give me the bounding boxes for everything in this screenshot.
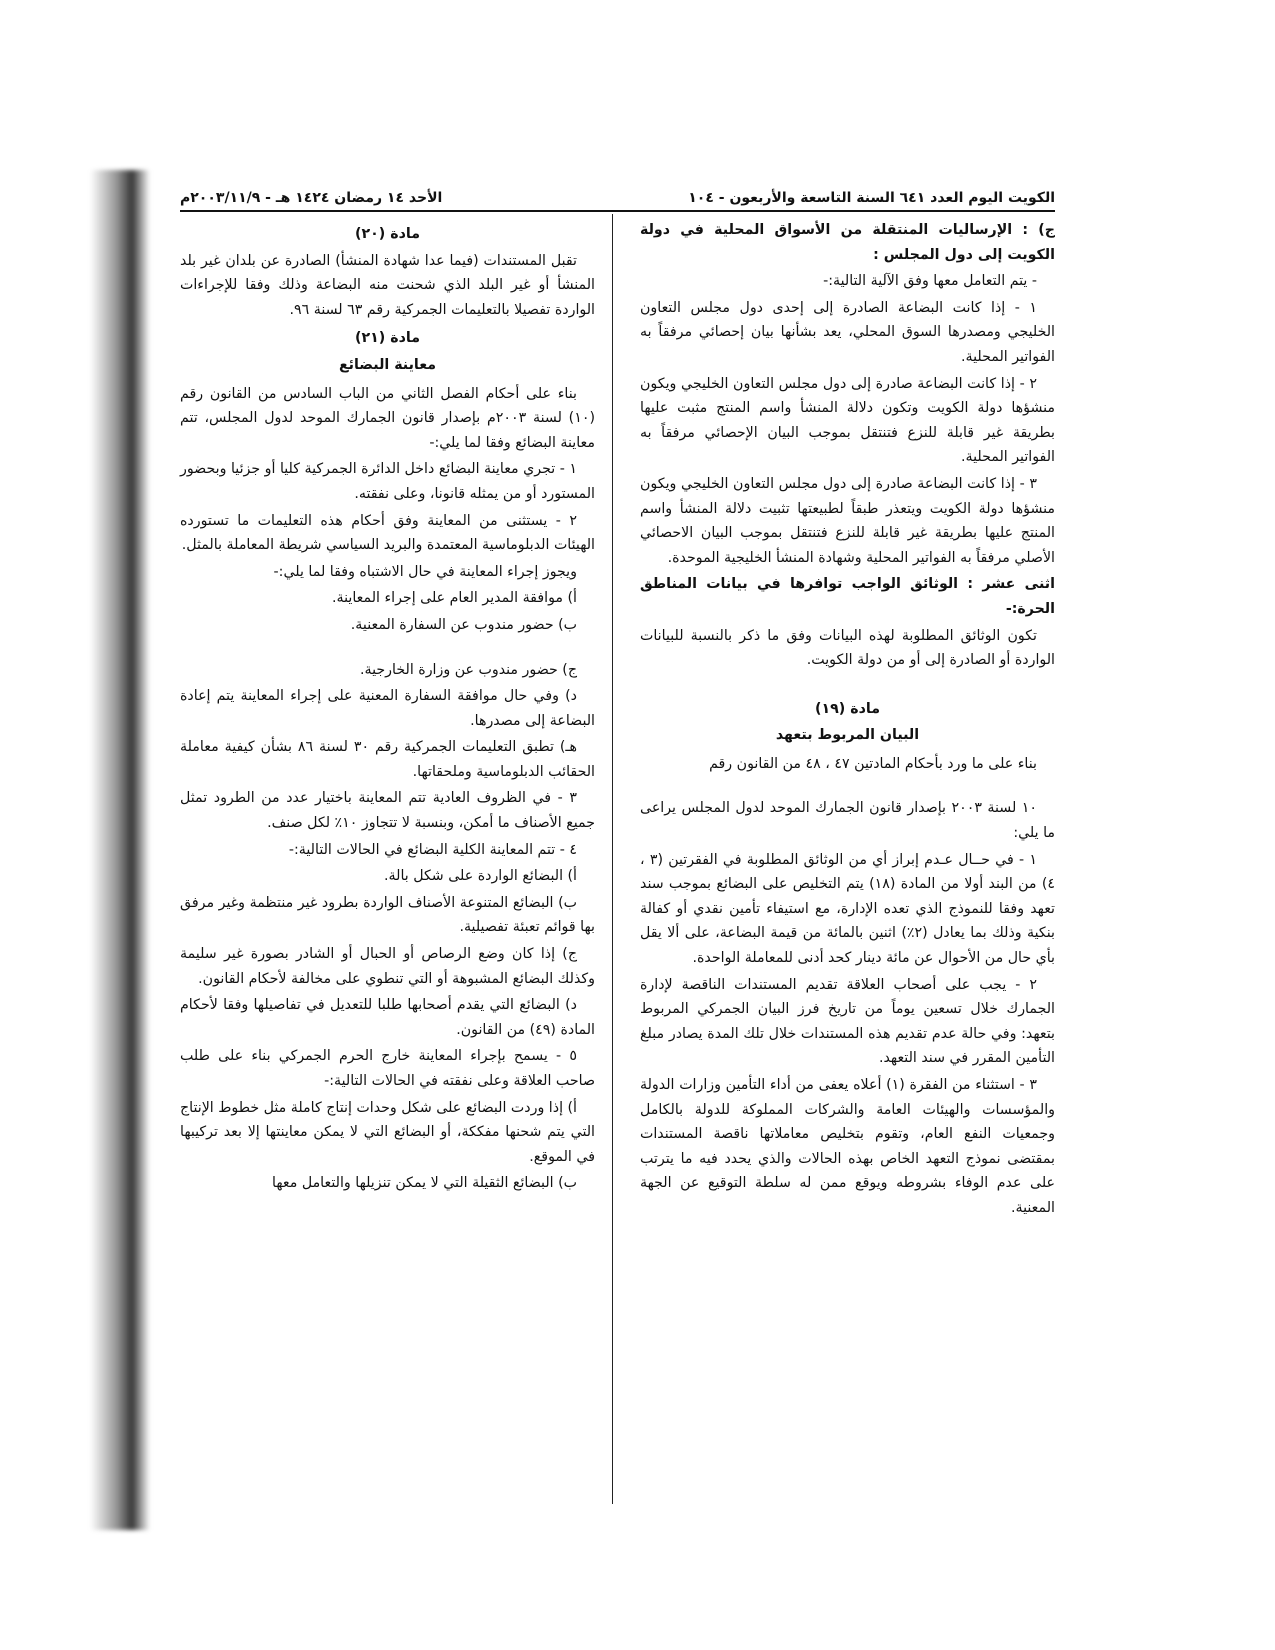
paragraph: أ) إذا وردت البضائع على شكل وحدات إنتاج كاملة مثل خطوط الإنتاج التي يتم شحنها مفككة، أو البضائع التي لا يمكن معاينتها إلا بعد تركيبها في الموقع.	[179, 1099, 595, 1165]
paragraph: أ) البضائع الواردة على شكل بالة.	[384, 868, 577, 885]
paragraph: ٣ - في الظروف العادية تتم المعاينة باختيار عدد من الطرود تمثل جميع الأصناف ما أمكن، وبنسبة لا تتجاوز ١٠٪ لكل صنف.	[180, 790, 595, 832]
paragraph: تكون الوثائق المطلوبة لهذه البيانات وفق ما ذكر بالنسبة للبيانات الواردة أو الصادرة إلى أو من دولة الكويت.	[640, 627, 1055, 669]
paragraph: ج) إذا كان وضع الرصاص أو الحبال أو الشادر بصورة غير سليمة وكذلك البضائع المشبوهة أو التي تنطوي على مخالفة لأحكام القانون.	[180, 946, 595, 987]
paragraph: ب) البضائع المتنوعة الأصناف الواردة بطرود غير منتظمة وغير مرفق بها قوائم تعبئة تفصيلية.	[180, 894, 595, 936]
column-divider	[612, 214, 613, 1504]
paragraph: ٣ - استثناء من الفقرة (١) أعلاه يعفى من أداء التأمين وزارات الدولة والمؤسسات والهيئات العامة والشركات المملوكة للدولة بالكامل وجمعيات النفع العام، وتقوم بتخليص معاملاتها ناقصة المستندات بمقتضى نموذج التعهد الخاص بهذه الحالات والذي يحدد فيه ما يترتب على عدم الوفاء بشروطه ويوقع ممن له سلطة التوقيع عن الجهة المعنية.	[640, 1077, 1055, 1216]
paragraph: ب) حضور مندوب عن السفارة المعنية.	[350, 616, 577, 633]
paragraph: هـ) تطبق التعليمات الجمركية رقم ٣٠ لسنة ٨٦ بشأن كيفية معاملة الحقائب الدبلوماسية وملحقاتها.	[180, 739, 595, 780]
paragraph: ١ - في حــال عـدم إبراز أي من الوثائق المطلوبة في الفقرتين (٣ ، ٤) من البند أولا من المادة (١٨) يتم التخليص على البضائع بموجب سند تعهد وفقا للنموذج الذي تعده الإدارة، مع استيفاء تأمين نقدي أو كفالة بنكية وذلك بما يعادل (٢٪) اثنين بالمائة من قيمة البضاعة، على ألا يقل بأي حال من الأحوال عن مائة دينار كحد أدنى للمعاملة الواحدة.	[640, 851, 1055, 967]
header-issue: الكويت اليوم العدد ٦٤١ السنة التاسعة والأربعون - ١٠٤	[688, 190, 1055, 206]
paragraph: تقبل المستندات (فيما عدا شهادة المنشأ) الصادرة عن بلدان غير بلد المنشأ أو غير البلد الذي شحنت منه البضاعة وذلك وفقا للإجراءات الواردة تفصيلا بالتعليمات الجمركية رقم ٦٣ لسنة ٩٦.	[180, 252, 595, 318]
article-21-title: مادة (٢١)	[354, 330, 420, 347]
paragraph: ٣ - إذا كانت البضاعة صادرة إلى دول مجلس التعاون الخليجي ويكون منشؤها دولة الكويت ويتعذر طبقاً لطبيعتها تثبيت دلالة المنشأ واسم المنتج عليها بطريقة غير قابلة للنزع فتنتقل بموجب البيان الاحصائي الأصلي مرفقاً به الفواتير المحلية وشهادة المنشأ الخليجية الموحدة.	[640, 475, 1055, 566]
right-column	[640, 218, 1055, 1223]
gazette-page	[180, 170, 1055, 1540]
page-header	[180, 170, 1055, 212]
paragraph: ٢ - يجب على أصحاب العلاقة تقديم المستندات الناقصة لإدارة الجمارك خلال تسعين يوماً من تاريخ فرز البيان الجمركي المربوط بتعهد: وفي حالة عدم تقديم هذه المستندات خلال تلك المدة يصادر مبلغ التأمين المقرر في سند التعهد.	[640, 976, 1055, 1067]
paragraph: ٢ - يستثنى من المعاينة وفق أحكام هذه التعليمات ما تستورده الهيئات الدبلوماسية المعتمدة والبريد السياسي شريطة المعاملة بالمثل.	[180, 512, 595, 554]
article-19-subtitle: البيان المربوط بتعهد	[775, 727, 920, 744]
paragraph: بناء على ما ورد بأحكام المادتين ٤٧ ، ٤٨ من القانون رقم	[709, 755, 1037, 772]
section-heading: ج) : الإرساليات المنتقلة من الأسواق المحلية في دولة الكويت إلى دول المجلس :	[640, 222, 1055, 263]
article-20-title: مادة (٢٠)	[354, 226, 420, 242]
paragraph: د) البضائع التي يقدم أصحابها طلبا للتعديل في تفاصيلها وفقا لأحكام المادة (٤٩) من القانون.	[180, 997, 595, 1038]
article-19-title: مادة (١٩)	[814, 700, 880, 717]
paragraph: ١ - تجري معاينة البضائع داخل الدائرة الجمركية كليا أو جزئيا وبحضور المستورد أو من يمثله قانونا، وعلى نفقته.	[180, 461, 595, 502]
paragraph: ٤ - تتم المعاينة الكلية البضائع في الحالات التالية:-	[288, 841, 577, 858]
paragraph: ١٠ لسنة ٢٠٠٣ بإصدار قانون الجمارك الموحد لدول المجلس يراعى ما يلي:	[640, 800, 1055, 842]
header-date: الأحد ١٤ رمضان ١٤٢٤ هـ - ٢٠٠٣/١١/٩م	[180, 190, 443, 206]
scan-shadow	[90, 170, 150, 1530]
paragraph: ب) البضائع الثقيلة التي لا يمكن تنزيلها والتعامل معها	[272, 1175, 577, 1192]
paragraph: بناء على أحكام الفصل الثاني من الباب السادس من القانون رقم (١٠) لسنة ٢٠٠٣م بإصدار قانون الجمارك الموحد لدول المجلس، تتم معاينة البضائع وفقا لما يلي:-	[180, 385, 596, 451]
left-column	[180, 218, 595, 1198]
paragraph: أ) موافقة المدير العام على إجراء المعاينة.	[332, 590, 577, 607]
paragraph: ٢ - إذا كانت البضاعة صادرة إلى دول مجلس التعاون الخليجي ويكون منشؤها دولة الكويت وتكون دلالة المنشأ واسم المنتج مثبت عليها بطريقة غير قابلة للنزع فتنتقل بموجب البيان الإحصائي مرفقاً به الفواتير المحلية.	[640, 375, 1055, 466]
paragraph: ٥ - يسمح بإجراء المعاينة خارج الحرم الجمركي بناء على طلب صاحب العلاقة وعلى نفقته في الحالات التالية:-	[180, 1048, 595, 1089]
paragraph: ١ - إذا كانت البضاعة الصادرة إلى إحدى دول مجلس التعاون الخليجي ومصدرها السوق المحلي، يعد بشأنها بيان إحصائي مرفقاً به الفواتير المحلية.	[640, 299, 1055, 365]
article-21-subtitle: معاينة البضائع	[338, 356, 437, 373]
paragraph: د) وفي حال موافقة السفارة المعنية على إجراء المعاينة يتم إعادة البضاعة إلى مصدرها.	[180, 688, 595, 729]
paragraph: - يتم التعامل معها وفق الآلية التالية:-	[823, 273, 1037, 290]
paragraph: ج) حضور مندوب عن وزارة الخارجية.	[360, 661, 577, 678]
section-heading: اثنى عشر : الوثائق الواجب توافرها في بيانات المناطق الحرة:-	[640, 576, 1055, 617]
paragraph: ويجوز إجراء المعاينة في حال الاشتباه وفقا لما يلي:-	[273, 563, 577, 580]
